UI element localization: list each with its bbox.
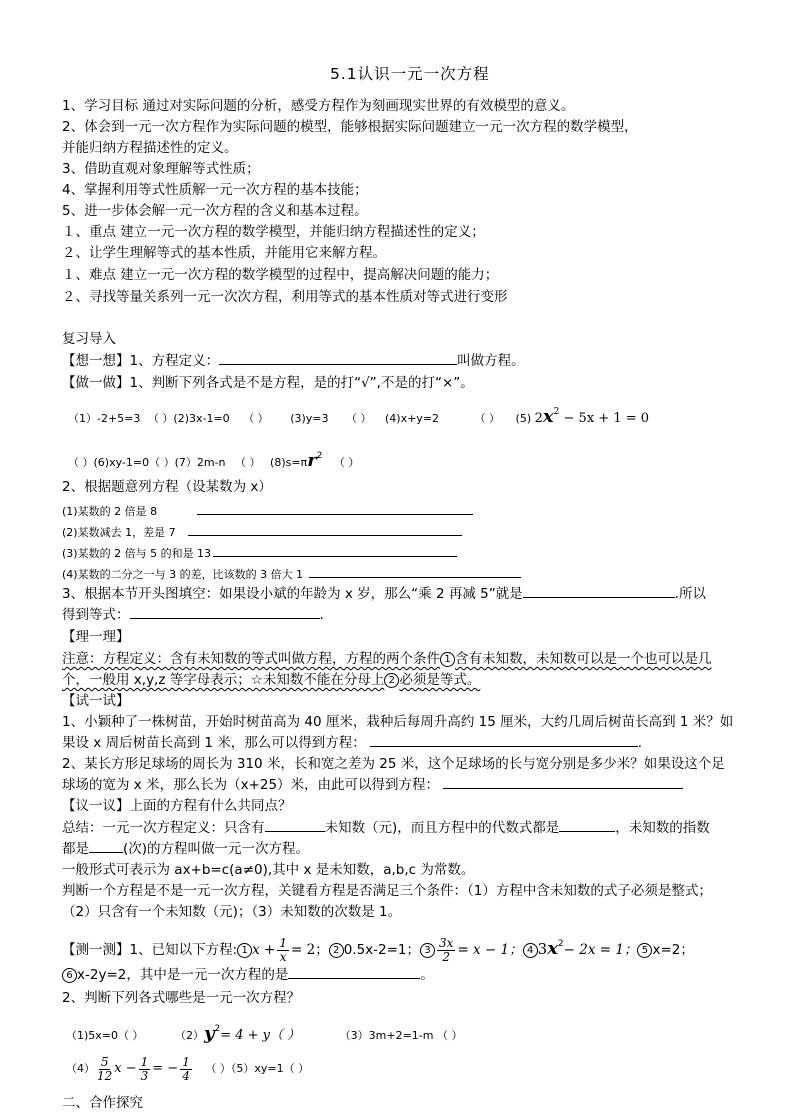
judge-row-1 [68, 403, 649, 428]
q3-line-2 [62, 606, 324, 624]
list-item-1-blank[interactable] [197, 502, 473, 515]
q2-item-2: （2） [175, 1029, 205, 1042]
q2-frac-2: $\frac{1}{3}$ [140, 1054, 149, 1083]
summary-text-b: 未知数（元)，而且方程中的代数式都是 [324, 820, 560, 836]
note-circle-2: 2 [384, 673, 399, 688]
test-circle-4: 4 [523, 943, 538, 958]
summary-text-a: 总结：一元一次方程定义：只含有 [62, 820, 265, 836]
note-text-2: 个，一般用 x,y,z 等字母表示；☆未知数不能在分母上 [62, 672, 385, 688]
list-item-4-blank[interactable] [309, 565, 521, 578]
try1-text: 果设 x 周后树苗长高到 1 米，那么可以得到方程： [62, 735, 366, 751]
summary-text-e: (次)的方程叫做一元一次方程。 [123, 841, 310, 857]
note-line-1 [62, 650, 712, 668]
try2-blank[interactable] [443, 776, 683, 789]
list-item-1 [62, 502, 473, 521]
list-item-3 [62, 544, 457, 563]
list-item-2-text: (2)某数减去 1，差是 7 [62, 526, 176, 539]
test-heading: 【测一测】1、已知以下方程: [62, 942, 238, 958]
summary-blank-3[interactable] [89, 840, 123, 853]
test-eq-3: = x − 1； [457, 942, 523, 958]
test-circle-1: 1 [237, 943, 252, 958]
judge-items-6-7: （ ）(6)xy-1=0（ ）(7）2m-n [68, 456, 226, 469]
judge-paren-3: （ ） [346, 412, 372, 425]
key-point-1: １、重点 建立一元一次方程的数学模型，并能归纳方程描述性的定义； [62, 224, 485, 240]
test-line-2 [62, 966, 434, 984]
summary-line-1 [62, 819, 710, 837]
key-point-2: ２、让学生理解等式的基本性质，并能用它来解方程。 [62, 245, 386, 261]
summary-blank-2[interactable] [559, 819, 615, 832]
try2-line-1: 2、某长方形足球场的周长为 310 米，长和宽之差为 25 米，这个足球场的长与宽分别是多少米？如果设这个足 [62, 756, 725, 772]
q2-frac-1: $\frac{5}{12}$ [97, 1054, 113, 1083]
test-blank[interactable] [288, 966, 420, 979]
test-end: 。 [420, 967, 434, 983]
q2-row-2 [66, 1054, 309, 1084]
q2-heading: 2、判断下列各式哪些是一元一次方程？ [62, 990, 301, 1006]
q2-item-2-eq: = 4 + y（ ） [220, 1028, 301, 1043]
think-prefix: 【想一想】1、方程定义： [62, 353, 220, 369]
discuss-line: 【议一议】上面的方程有什么共同点？ [62, 798, 292, 814]
test-circle-3: 3 [420, 943, 435, 958]
test-eq-3-frac: $\frac{3x}{2}$ [439, 935, 454, 964]
list-item-3-text: (3)某数的 2 倍与 5 的和是 13 [62, 547, 212, 560]
test-line-1: 【测一测】1、已知以下方程: 1 x + $\frac{1}{x}$ = 2； 2 0.5x-2=1； 3 $\frac{3x}{2}$ = x − 1； 4 $3x^2- 2x = 1$； 5 x=2； [62, 935, 694, 964]
think-suffix: 叫做方程。 [457, 353, 525, 369]
test-eq-1a: x + [252, 942, 276, 958]
q2-item-3: （3）3m+2=1-m （ ） [339, 1029, 463, 1042]
q2-item-4-x: x − [114, 1061, 137, 1076]
objective-2-cont: 并能归纳方程描述性的定义。 [62, 140, 238, 156]
test-eq-4b: − 2x = 1； [563, 942, 638, 958]
judge-paren-7: （ ） [235, 456, 261, 469]
note-text-1: 注意：方程定义：含有未知数的等式叫做方程，方程的两个条件 [62, 651, 440, 667]
test-eq-6: x-2y=2，其中是一元一次方程的是 [77, 967, 289, 983]
judge-item-8-var: r [307, 450, 317, 471]
objective-3: 3、借助直观对象理解等式性质； [62, 161, 260, 177]
q3-text: 3、根据本节开头图填空：如果设小斌的年龄为 x 岁，那么“乘 2 再减 5”就是 [62, 586, 523, 602]
q3-line-2-text: 得到等式： [62, 607, 130, 623]
try-heading: 【试一试】 [62, 693, 130, 709]
test-eq-1-frac: $\frac{1}{x}$ [279, 935, 287, 964]
list-item-1-text: (1)某数的 2 倍是 8 [62, 505, 158, 518]
think-blank[interactable] [219, 352, 457, 365]
judge-item-5: (5) [515, 412, 532, 425]
list-item-4 [62, 565, 521, 584]
list-heading: 2、根据题意列方程（设某数为 x） [62, 479, 272, 495]
summary-text-c: ，未知数的指数 [615, 820, 710, 836]
judge-row-2: （ ）(6)xy-1=0（ ）(7）2m-n （ ） $(8)s=\pi r^2$ （ ） [68, 450, 360, 471]
objective-4: 4、掌握利用等式性质解一元一次方程的基本技能； [62, 182, 368, 198]
q2-frac-3: $\frac{1}{4}$ [182, 1054, 190, 1083]
judge-item-4: (4)x+y=2 [385, 412, 440, 425]
test-circle-5: 5 [637, 943, 652, 958]
test-eq-4v: x [547, 938, 558, 959]
test-circle-6: 6 [62, 968, 77, 983]
summary-blank-1[interactable] [265, 819, 325, 832]
objective-1: 1、学习目标 通过对实际问题的分析，感受方程作为刻画现实世界的有效模型的意义。 [62, 98, 575, 114]
test-eq-2: 0.5x-2=1； [343, 942, 421, 958]
q3-line-1 [62, 585, 706, 603]
summary-line-2 [62, 840, 309, 858]
q2-item-1: （1)5x=0（ ） [66, 1029, 144, 1042]
try1-line-2: 果设 x 周后树苗长高到 1 米，那么可以得到方程： . [62, 735, 643, 751]
judge-item-1: （1）-2+5=3 [68, 412, 141, 425]
do-line: 【做一做】1、判断下列各式是不是方程，是的打“√”,不是的打“×”。 [62, 375, 474, 391]
q2-item-4: （4） [66, 1062, 95, 1075]
try2-text: 球场的宽为 x 米，那么长为（x+25）米，由此可以得到方程： [62, 777, 440, 793]
difficulty-2: ２、寻找等量关系列一元一次次方程，利用等式的基本性质对等式进行变形 [62, 289, 508, 305]
try2-line-2 [62, 776, 683, 794]
q2-item-2-var: y [204, 1023, 215, 1044]
q3-blank-2[interactable] [130, 606, 320, 619]
judge-item-3: (3)y=3 [290, 412, 329, 425]
test-eq-1b: = 2； [291, 942, 329, 958]
note-circle-1: 1 [440, 652, 455, 667]
review-heading: 复习导入 [62, 331, 116, 347]
note-text-2b: 必须是等式。 [399, 672, 481, 688]
test-eq-4a: 3 [537, 940, 548, 958]
sort-heading: 【理一理】 [62, 629, 130, 645]
q3-line-2-end: . [319, 607, 324, 623]
q2-item-5: （ ）（5）xy=1（ ） [205, 1062, 310, 1075]
try1-line-1: 1、小颖种了一株树苗，开始时树苗高为 40 厘米，栽种后每周升高约 15 厘米，大约几周后树苗长高到 1 米？如 [62, 714, 734, 730]
try1-blank[interactable] [370, 734, 638, 747]
think-line [62, 352, 525, 370]
page-title: 5.1认识一元一次方程 [330, 65, 490, 83]
list-item-2-blank[interactable] [188, 523, 462, 536]
list-item-2 [62, 523, 462, 542]
note-text-1b: 含有未知数，未知数可以是一个也可以是几 [455, 651, 712, 667]
judge-item-2: （ ）(2)3x-1=0 [147, 412, 230, 425]
judge-item-8: (8)s=π [270, 456, 308, 469]
judge-item-5-eq: $2x^2 - 5x + 1 = 0$ [534, 406, 650, 427]
test-circle-2: 2 [329, 943, 344, 958]
judge-paren-2: （ ） [243, 412, 269, 425]
section-2-heading: 二、合作探究 [62, 1095, 143, 1111]
test-eq-5: x=2； [652, 942, 694, 958]
q2-row-1: （1)5x=0（ ） $(2)y^2= 4 + y$（ ） （3）3m+2=1-m （ ） [66, 1023, 463, 1044]
list-item-3-blank[interactable] [213, 544, 457, 557]
list-item-4-text: (4)某数的二分之一与 3 的差，比该数的 3 倍大 1 [62, 568, 304, 581]
judge-paren-4: （ ） [474, 412, 501, 425]
objective-2: 2、体会到一元一次方程作为实际问题的模型，能够根据实际问题建立一元一次方程的数学模型， [62, 119, 638, 135]
q3-text-end: .所以 [674, 586, 706, 602]
difficulty-1: １、难点 建立一元一次方程的数学模型的过程中，提高解决问题的能力； [62, 267, 499, 283]
judge-condition-2: （2）只含有一个未知数（元)；（3）未知数的次数是 1。 [62, 904, 402, 920]
summary-text-d: 都是 [62, 841, 89, 857]
judge-condition-1: 判断一个方程是不是一元一次方程，关键看方程是否满足三个条件：（1）方程中含未知数的式子必须是整式； [62, 883, 712, 899]
judge-paren-8: （ ） [333, 456, 360, 469]
q3-blank-1[interactable] [523, 585, 675, 598]
objective-5: 5、进一步体会解一元一次方程的含义和基本过程。 [62, 203, 368, 219]
q2-item-4-eq: = − [152, 1061, 179, 1076]
general-form: 一般形式可表示为 ax+b=c(a≠0),其中 x 是未知数，a,b,c 为常数。 [62, 862, 475, 878]
note-line-2 [62, 671, 480, 689]
